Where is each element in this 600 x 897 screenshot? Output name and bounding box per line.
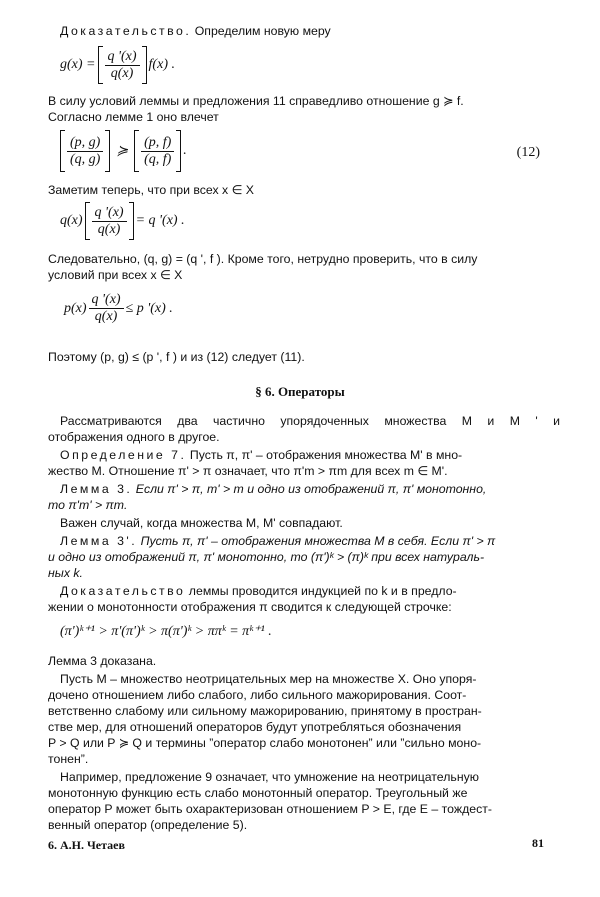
paragraph-line: Пусть M – множество неотрицательных мер на множестве X. Оно упоря- [60,672,477,686]
page-number: 81 [532,836,544,850]
relation-symbol: ≽ [116,143,129,159]
fraction-numerator: q '(x) [105,49,140,66]
paragraph-line: то π'm' > πm. [48,498,128,512]
proof-label: Доказательство [60,584,186,598]
paragraph-line: Согласно лемме 1 оно влечет [48,110,219,124]
paragraph-line: Рассматриваются два частично упорядоченных множества M и M ' и [60,414,560,428]
paragraph-line: В силу условий леммы и предложения 11 справедливо отношение g ≽ f. [48,94,464,108]
proof-2-line [60,584,457,599]
footer-signature: 6. А.Н. Четаев [48,838,125,852]
fraction-denominator: (q, f) [144,151,172,167]
paragraph-line: условий при всех x ∈ X [48,268,183,282]
fraction-numerator: q '(x) [92,205,127,222]
section-title: § 6. Операторы [255,384,345,399]
paragraph-line: отображения одного в другое. [48,430,220,444]
right-bracket [129,202,134,240]
lemma-label: Лемма 3'. [60,534,138,548]
definition-7-line [60,448,462,463]
lemma-label: Лемма 3. [60,482,133,496]
fraction-denominator: q(x) [94,309,118,324]
lemma-3-line [60,482,486,497]
fraction-denominator: q(x) [110,65,134,81]
left-bracket [98,46,103,84]
paragraph-line: монотонную функцию есть слабо монотонный оператор. Треугольный же [48,786,468,800]
fraction-numerator: (p, g) [67,135,103,152]
eq-g-rhs: f(x) . [148,57,175,72]
lemma-text: Пусть π, π' – отображения множества M в себя. Если π' > π [137,534,496,548]
equation-q [60,202,185,240]
paragraph-line: Лемма 3 доказана. [48,654,157,668]
left-bracket [85,202,90,240]
right-bracket [176,130,181,172]
paragraph-line: тонен”. [48,752,89,766]
induction-equation: (π')ᵏ⁺¹ > π'(π')ᵏ > π(π')ᵏ > ππᵏ = πᵏ⁺¹ . [60,624,272,639]
paragraph-line: стве мер, для отношений операторов будут употребляться обозначения [48,720,462,734]
right-bracket [105,130,110,172]
equation-g-definition [60,46,175,84]
eq-g-lhs: g(x) = [60,57,96,72]
paragraph-line: жении о монотонности отображения π сводится к следующей строчке: [48,600,452,614]
eq-p-lhs: p(x) [64,300,87,316]
eq-q-rhs: = q '(x) . [135,213,185,228]
fraction-p-g-over-q-g [67,135,103,168]
paragraph-line: ных k. [48,566,83,580]
equation-12: $\frac{(p, g)}{(q, g)}$ ≽ $\frac{(p, f)}{(q, f)}$ . [60,130,187,172]
left-bracket [60,130,65,172]
fraction-numerator: (p, f) [141,135,174,152]
paragraph-line: P > Q или P ≽ Q и термины ”оператор слабо монотонен” или ”сильно моно- [48,736,482,750]
equation-number: (12) [516,145,540,160]
paragraph-line: Заметим теперь, что при всех x ∈ X [48,183,254,197]
paragraph-line: и одно из отображений π, π' монотонно, то (π')ᵏ > (π)ᵏ при всех натураль- [48,550,485,564]
fraction-q-prime-over-q [89,292,124,325]
fraction-p-f-over-q-f [141,135,174,168]
definition-label: Определение 7. [60,448,187,462]
proof-intro-text: Определим новую меру [194,24,331,38]
paragraph-line: дочено отношением либо слабого, либо сильного мажорирования. Соот- [48,688,467,702]
paragraph-line: Важен случай, когда множества M, M' совпадают. [60,516,343,530]
fraction-q-prime-over-q [105,49,140,82]
eq-p-rhs: ≤ p '(x) . [125,300,173,316]
right-bracket [142,46,147,84]
paragraph-line: Поэтому (p, g) ≤ (p ', f ) и из (12) следует (11). [48,350,305,364]
paragraph-line: венный оператор (определение 5). [48,818,248,832]
fraction-q-prime-over-q [92,205,127,238]
definition-text: Пусть π, π' – отображения множества M' в мно- [186,448,463,462]
left-bracket [134,130,139,172]
proof-label: Доказательство. [60,24,192,38]
lemma-text: Если π' > π, m' > m и одно из отображений π, π' монотонно, [132,482,487,496]
paragraph-line: Следовательно, (q, g) = (q ', f ). Кроме того, нетрудно проверить, что в силу [48,252,478,266]
fraction-numerator: q '(x) [89,292,124,309]
lemma-3-prime-line [60,534,495,549]
fraction-denominator: (q, g) [70,151,101,167]
paragraph-line: оператор P может быть охарактеризован отношением P > E, где E – тождест- [48,802,492,816]
paragraph-line: жество M. Отношение π' > π означает, что π'm > πm для всех m ∈ M'. [48,464,448,478]
proof-intro-line [60,24,331,39]
paragraph-line: Например, предложение 9 означает, что умножение на неотрицательную [60,770,479,784]
eq-q-lhs: q(x) [60,213,83,228]
equation-p [64,292,173,325]
fraction-denominator: q(x) [97,221,121,237]
paragraph-line: ветственно слабому или сильному мажорированию, принятому в простран- [48,704,482,718]
proof-text: леммы проводится индукцией по k и в предло- [185,584,457,598]
